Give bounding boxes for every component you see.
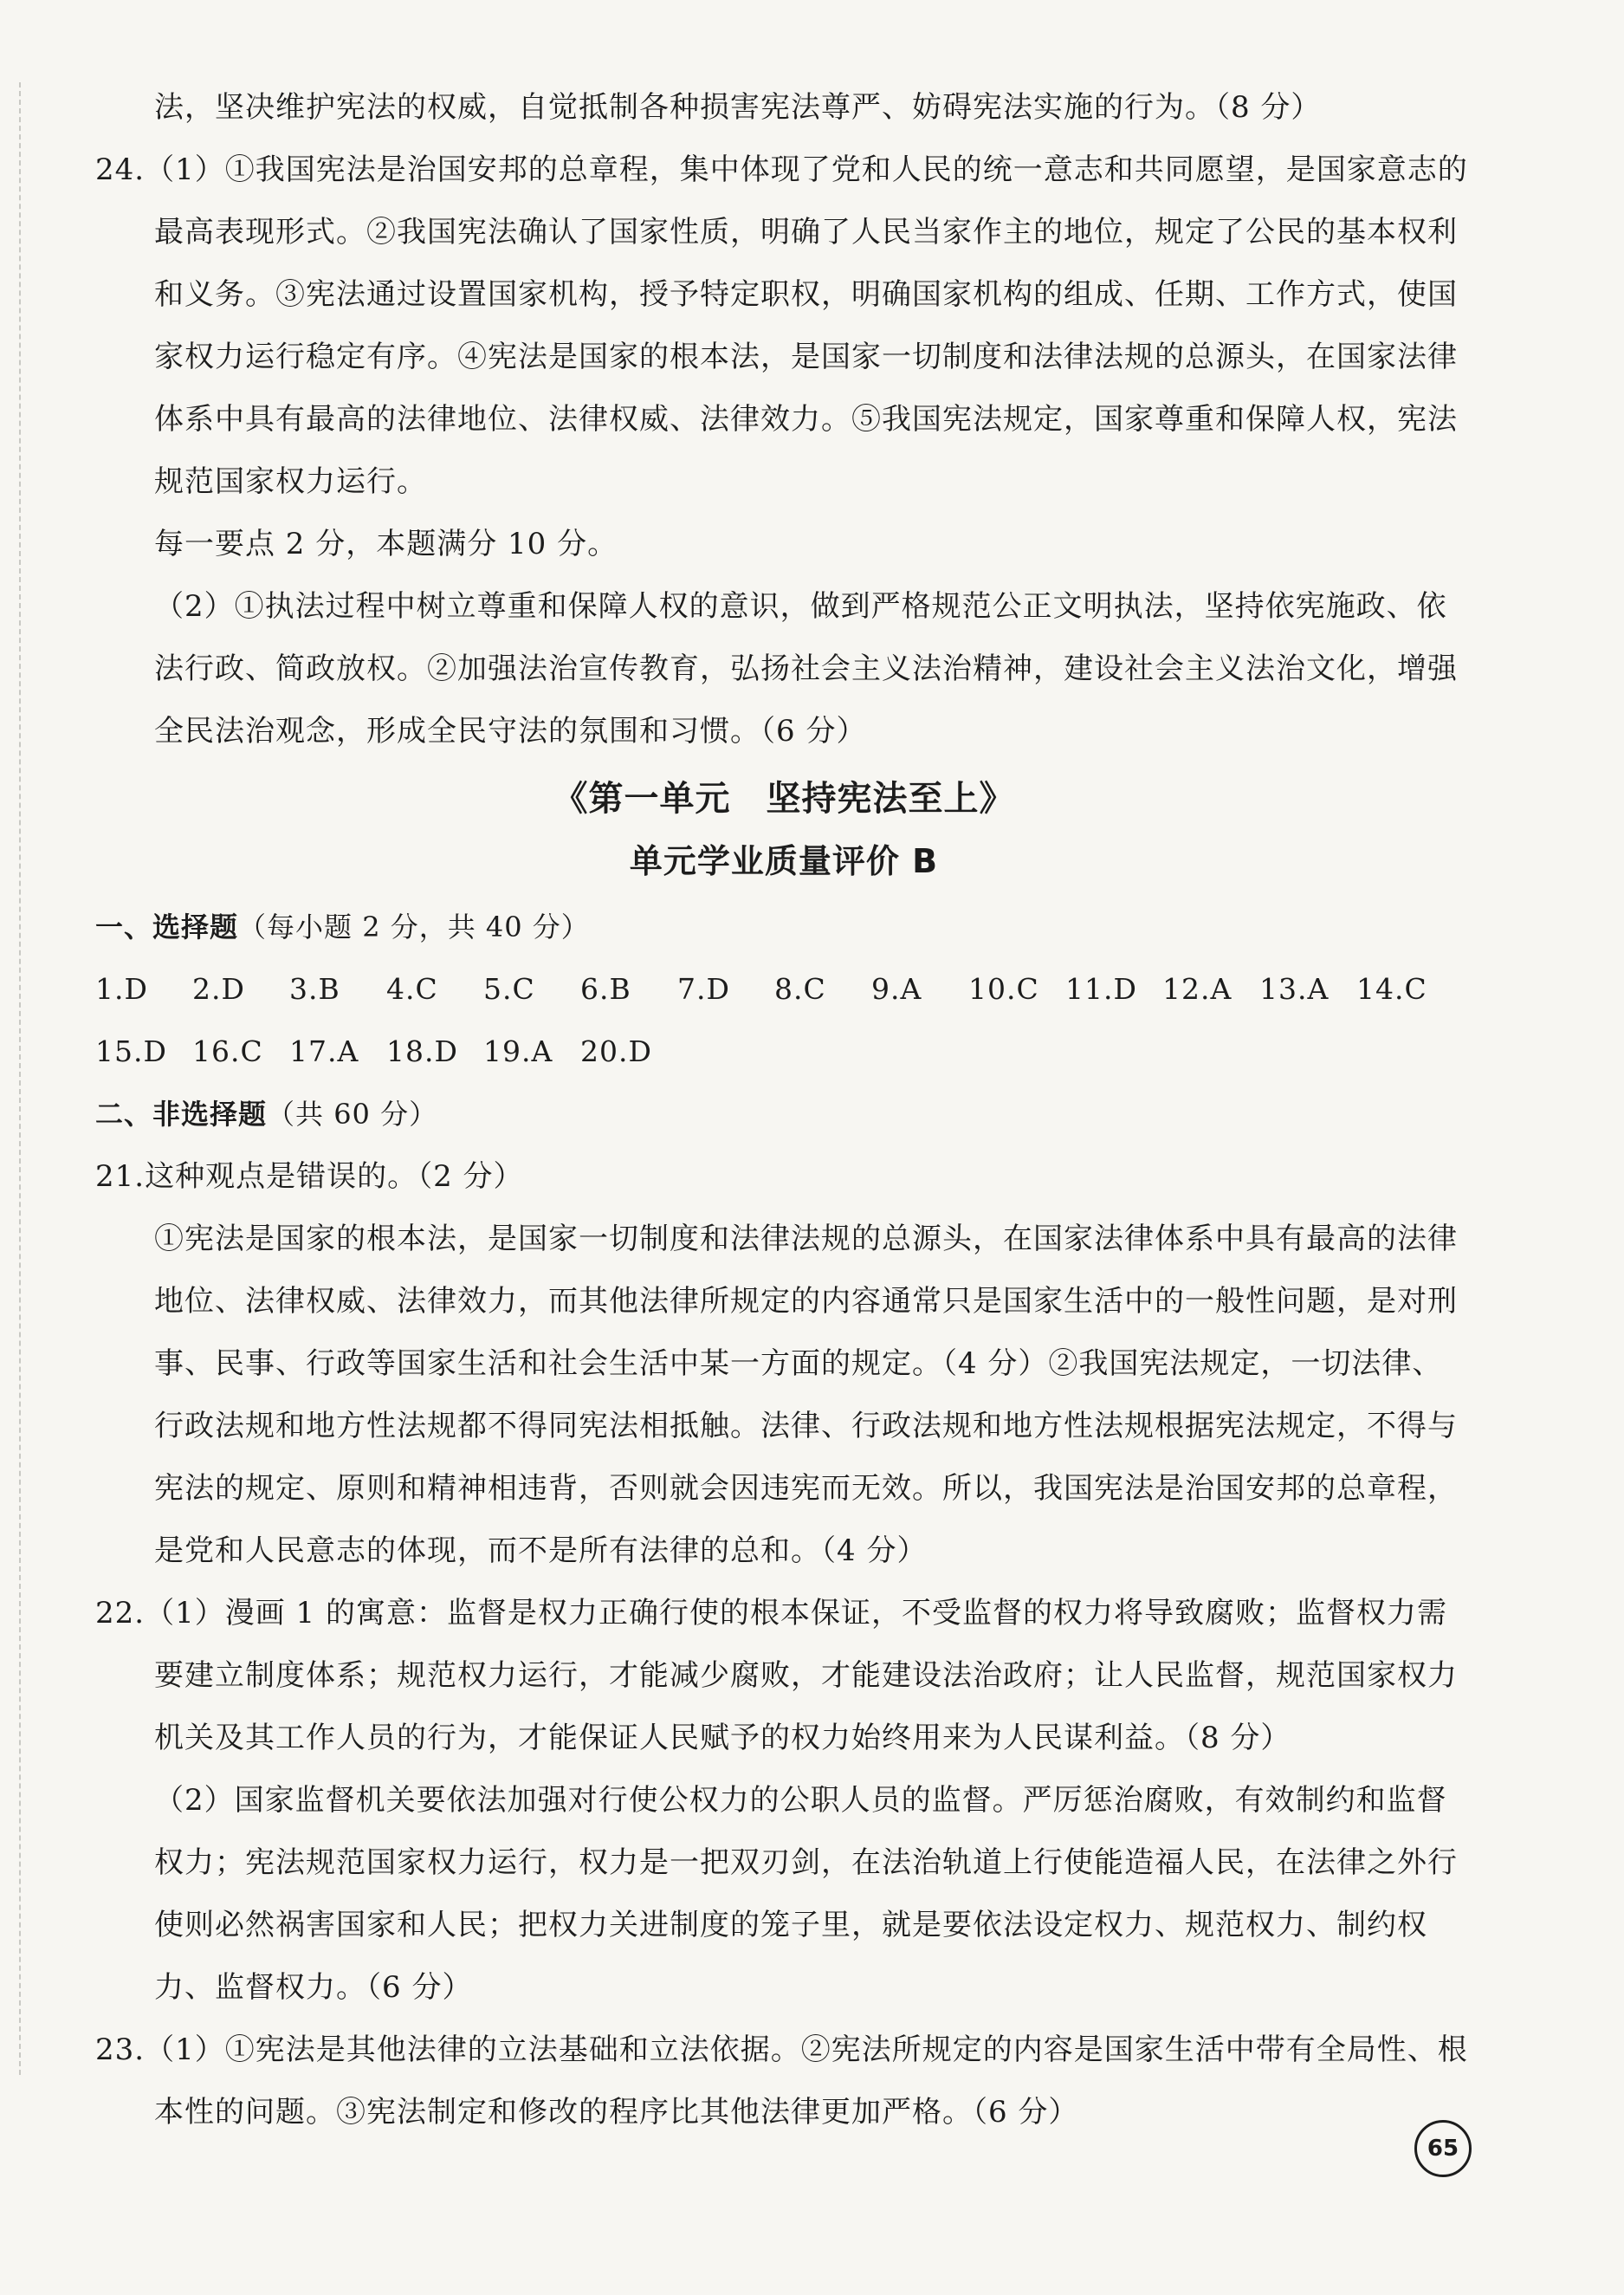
binding-margin-line [19,82,21,2075]
section2-title: 二、非选择题 [95,1098,268,1131]
answer-item: 17.A [289,1034,359,1068]
page-number: 65 [1414,2120,1472,2177]
q23-continuation: 法，坚决维护宪法的权威，自觉抵制各种损害宪法尊严、妨碍宪法实施的行为。（8 分） [154,90,1322,125]
answer-item: 12.A [1162,972,1233,1006]
q21-head: 21.这种观点是错误的。（2 分） [95,1159,524,1194]
q22-part2: （2）国家监督机关要依法加强对行使公权力的公职人员的监督。严厉惩治腐败，有效制约和监督权力；宪法规范国家权力运行，权力是一把双刃剑，在法治轨道上行使能造福人民，在法律之外行使则必然祸害国家和人民；把权力关进制度的笼子里，就是要依法设定权力、规范权力、制约权力、监督权力。（6 分） [154,1783,1458,2005]
answer-item: 18.D [386,1034,458,1068]
q24-score-note: 每一要点 2 分，本题满分 10 分。 [154,527,618,561]
answer-item: 16.C [192,1034,263,1068]
answer-item: 1.D [95,972,148,1006]
answer-item: 19.A [483,1034,553,1068]
section1-title: 一、选择题 [95,911,239,943]
section-open-questions-heading [95,1083,1472,1145]
answer-key-content [95,76,1472,2143]
unit-title: 《第一单元 坚持宪法至上》 [553,779,1015,819]
answer-item: 4.C [386,972,438,1006]
answer-item: 15.D [95,1034,167,1068]
section2-score: （共 60 分） [267,1098,438,1131]
q22-part1: 22.（1）漫画 1 的寓意：监督是权力正确行使的根本保证，不受监督的权力将导致腐败；监督权力需要建立制度体系；规范权力运行，才能减少腐败，才能建设法治政府；让人民监督，规范国家权力机关及其工作人员的行为，才能保证人民赋予的权力始终用来为人民谋利益。（8 分） [95,1596,1458,1755]
answer-item: 5.C [483,972,535,1006]
answer-item: 7.D [677,972,730,1006]
answer-item: 20.D [580,1034,652,1068]
q24-part2: （2）①执法过程中树立尊重和保障人权的意识，做到严格规范公正文明执法，坚持依宪施政、依法行政、简政放权。②加强法治宣传教育，弘扬社会主义法治精神，建设社会主义法治文化，增强全民法治观念，形成全民守法的氛围和习惯。（6 分） [154,589,1458,749]
q24-part1: 24.（1）①我国宪法是治国安邦的总章程，集中体现了党和人民的统一意志和共同愿望，是国家意志的最高表现形式。②我国宪法确认了国家性质，明确了人民当家作主的地位，规定了公民的基本权利和义务。③宪法通过设置国家机构，授予特定职权，明确国家机构的组成、任期、工作方式，使国家权力运行稳定有序。④宪法是国家的根本法，是国家一切制度和法律法规的总源头，在国家法律体系中具有最高的法律地位、法律权威、法律效力。⑤我国宪法规定，国家尊重和保障人权，宪法规范国家权力运行。 [95,152,1468,499]
answer-item: 14.C [1356,972,1427,1006]
answer-item: 2.D [192,972,245,1006]
q21-body: ①宪法是国家的根本法，是国家一切制度和法律法规的总源头，在国家法律体系中具有最高的法律地位、法律权威、法律效力，而其他法律所规定的内容通常只是国家生活中的一般性问题，是对刑事、民事、行政等国家生活和社会生活中某一方面的规定。（4 分）②我国宪法规定，一切法律、行政法规和地方性法规都不得同宪法相抵触。法律、行政法规和地方性法规根据宪法规定，不得与宪法的规定、原则和精神相违背，否则就会因违宪而无效。所以，我国宪法是治国安邦的总章程，是党和人民意志的体现，而不是所有法律的总和。（4 分） [154,1222,1458,1568]
section-multiple-choice-heading [95,896,1472,958]
answer-item: 3.B [289,972,340,1006]
section1-score: （每小题 2 分，共 40 分） [238,911,590,943]
answer-item: 13.A [1259,972,1330,1006]
unit-subtitle: 单元学业质量评价 B [629,842,939,880]
answer-item: 9.A [871,972,922,1006]
answer-item: 11.D [1065,972,1137,1006]
q23-part1: 23.（1）①宪法是其他法律的立法基础和立法依据。②宪法所规定的内容是国家生活中带有全局性、根本性的问题。③宪法制定和修改的程序比其他法律更加严格。（6 分） [95,2032,1468,2130]
multiple-choice-answers [95,958,1472,1083]
answer-item: 6.B [580,972,631,1006]
answer-item: 10.C [968,972,1039,1006]
answer-item: 8.C [774,972,826,1006]
